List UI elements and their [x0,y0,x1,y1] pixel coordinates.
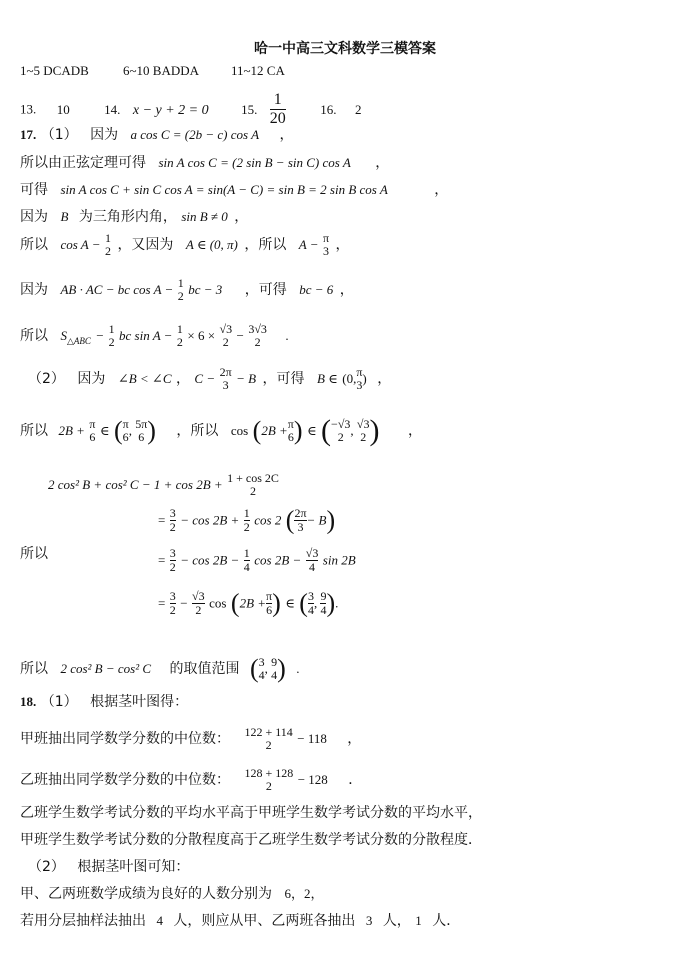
formula: − 128 [297,772,328,787]
punct: . [296,661,300,676]
fraction [244,726,292,752]
denominator: 3 [356,378,363,392]
formula: 6，2， [284,886,324,901]
punct: ， [279,127,294,143]
paren-open: ( [299,588,308,618]
numerator: √3 [305,546,319,560]
paren-open: ( [285,505,295,535]
text: 乙班抽出同学数学分数的中位数： [20,772,230,788]
denominator: 6 [138,430,145,444]
formula: 2B + [58,423,85,438]
text: ，所以 [244,237,287,253]
punct: ， [434,182,449,198]
q17-line-2 [20,154,389,172]
denominator: 2 [108,335,115,349]
formula: ∈ [285,595,295,611]
punct: ， [335,237,350,253]
numerator: 3 [307,589,314,603]
denominator: 2 [169,520,176,534]
comma: , [264,661,272,676]
denominator: 2 [243,520,250,534]
numerator: 9 [320,589,327,603]
formula: − cos 2B + [180,512,240,528]
q18-line-3 [20,767,362,793]
formula: − B [236,371,257,386]
formula: sin A cos C + sin C cos A = sin(A − C) = sin B = 2 sin B cos A [60,182,388,197]
fraction [294,507,306,534]
fraction [89,418,95,444]
text: 的取值范围 [169,661,240,677]
denominator: 6 [89,430,96,444]
formula: = [158,512,166,528]
denominator: 4 [307,603,314,617]
formula: AB · AC − bc cos A − [60,282,174,297]
fraction [135,418,147,444]
fraction [170,507,176,534]
q15-number: 15. [241,101,258,117]
paren-open: ( [113,416,123,445]
q18-line-7 [20,885,323,903]
punct: ， [377,371,392,387]
text: 甲、乙两班数学成绩为良好的人数分别为 [20,886,272,902]
q18-line-5: 甲班学生数学考试分数的分散程度高于乙班学生数学考试分数的分散程度． [20,832,482,848]
denominator: 2 [169,603,176,617]
formula: cos [230,423,249,438]
numerator: −√3 [331,417,351,431]
q17-part-2: （2） [28,371,65,387]
denominator: 4 [243,560,250,574]
paren-open: ( [230,588,240,618]
formula: B ∈ [316,371,338,386]
numerator: 1 [176,322,183,336]
denominator: 4 [320,603,327,617]
paren-open: ( [252,416,262,445]
q17-line-3 [20,181,448,199]
denominator: 2 [195,603,202,617]
punct: ， [375,155,390,171]
derivation-so-label [20,545,48,563]
text: 若用分层抽样法抽出 [20,913,146,929]
formula: 2B + [261,423,288,438]
text: 根据茎叶图可知： [77,859,190,875]
numerator: 1 + cos 2C [227,471,279,485]
text: 所以 [20,546,48,562]
formula: B [60,209,69,224]
text: 人， [382,913,411,929]
formula: 2 cos² B + cos² C − 1 + cos 2B + [48,477,223,492]
comma: , [313,595,321,611]
q17-line-6 [20,277,354,303]
text: ，又因为 [117,237,174,253]
numerator: 3 [169,589,176,603]
paren-close: ) [293,416,303,445]
numerator: π [266,589,273,603]
choice-answers-6-10: 6~10 BADDA [123,63,200,78]
fraction [244,767,293,793]
fill-answers [20,91,361,128]
q17-line-1 [20,126,294,144]
q18-line-8 [20,912,460,930]
formula: cos A − [60,237,101,252]
text: 人． [432,913,461,929]
numerator: 3 [169,546,176,560]
q18-part-1: （1） [40,694,78,710]
paren-close: ) [326,588,336,618]
q17-line-8 [28,366,391,392]
formula: × 6 × [187,328,216,343]
fraction [105,232,111,258]
paren-close: ) [272,588,281,618]
fraction [244,507,250,534]
denominator: 6 [122,430,129,444]
q13-answer: 10 [56,101,70,117]
choice-answers-11-12: 11~12 CA [231,63,285,78]
q16-answer: 2 [354,101,362,117]
numerator: 2π [219,365,232,379]
numerator: 3 [169,506,176,520]
numerator: 122 + 114 [244,725,293,739]
text: 所以 [20,661,48,677]
text: 因为 [90,127,119,143]
formula: ∠B < ∠C [117,371,172,386]
derivation-line-3 [158,547,356,574]
comma: , [128,423,136,438]
formula: − B [306,512,327,528]
text: ，可得 [262,371,305,387]
formula: − [95,328,105,343]
text: 甲班抽出同学数学分数的中位数： [20,731,230,747]
q14-answer: x − y + 2 = 0 [132,102,209,118]
numerator: 3 [258,655,265,669]
q18-line-2 [20,726,361,752]
paren-close: ) [369,414,380,447]
text: ，可得 [244,282,287,298]
denominator: 4 [309,560,316,574]
comma: , [350,423,357,438]
formula: 2 cos² B − cos² C [60,661,152,676]
paren-close: ) [326,505,336,535]
text: 可得 [20,182,48,198]
denominator: 2 [177,289,184,303]
formula: − cos 2B − [180,552,240,568]
numerator: √3 [219,322,233,336]
punct: ， [234,209,249,225]
numerator: 1 [243,506,250,520]
formula: 2B + [239,595,267,611]
q17-line-5 [20,232,350,258]
choice-answers-1-5: 1~5 DCADB [20,63,89,78]
numerator: 1 [243,546,250,560]
formula: bc − 6 [299,282,334,297]
denominator: 3 [297,520,304,534]
q17-part-1: （1） [40,127,78,143]
paren-open: ( [249,654,259,683]
numerator: 128 + 128 [244,766,294,780]
fraction [192,590,205,617]
denominator: 2 [104,244,111,258]
q13-number: 13. [20,101,37,117]
denominator: 3 [222,378,229,392]
formula: bc sin A − [119,328,173,343]
text: 所以 [20,237,48,253]
q18-part-2: （2） [28,859,65,875]
fraction [170,547,176,574]
fraction [331,418,350,444]
punct: ， [407,423,422,439]
numerator: π [356,365,363,379]
formula: cos 2 [254,512,282,528]
denominator: 2 [360,430,367,444]
denominator: 3 [323,244,330,258]
numerator: √3 [192,589,205,603]
q17-conclusion [20,656,300,682]
text: ，所以 [176,423,219,439]
paren-close: ) [147,416,156,445]
q17-label: 17. [20,127,37,142]
q18-label: 18. [20,694,37,709]
paren-open: ( [321,414,332,447]
derivation-line-4 [158,590,338,617]
text: 所以 [20,328,48,344]
denominator: 4 [271,668,278,682]
fraction [219,323,232,349]
denominator: 2 [265,738,272,752]
denominator: 6 [266,603,273,617]
formula: 4 [156,913,163,928]
denominator: 2 [169,560,176,574]
text: 为三角形内角， [78,209,177,225]
formula: bc − 3 [188,282,223,297]
paren-close: ) [277,654,286,683]
fraction [170,590,176,617]
fraction [109,323,115,349]
fraction [248,323,267,349]
q18-line-1 [20,693,188,711]
q15-denominator: 20 [269,110,286,127]
formula: 3 [365,913,373,928]
q14-number: 14. [104,101,121,117]
formula: − [236,328,244,343]
subscript: △ABC [66,335,91,346]
denominator: 2 [176,335,183,349]
formula: A ∈ (0, π) [185,237,238,252]
formula: 1 [415,913,422,928]
formula: S [60,328,67,343]
numerator: π [322,231,330,245]
denominator: 4 [258,668,265,682]
fraction [177,323,183,349]
text: 人，则应从甲、乙两班各抽出 [173,913,356,929]
fraction [306,547,319,574]
numerator: 1 [104,231,111,245]
q15-numerator: 1 [270,91,286,110]
formula: cos 2B − [254,552,302,568]
fraction [178,277,184,303]
formula: = [158,552,166,568]
text: 因为 [20,282,48,298]
formula: sin 2B [322,552,356,568]
fraction [244,547,250,574]
text: 所以 [20,423,48,439]
formula: A − [298,237,319,252]
punct: . [285,328,289,343]
formula: C − [194,371,216,386]
formula: sin B ≠ 0 [181,209,228,224]
q17-line-4 [20,208,248,226]
numerator: 3√3 [248,322,267,336]
interval-close: ) [362,371,367,386]
punct: . [335,595,339,611]
punct: ， [347,731,362,747]
numerator: π [122,417,129,431]
denominator: 2 [222,335,229,349]
q18-line-4: 乙班学生数学考试分数的平均水平高于甲班学生数学考试分数的平均水平， [20,805,482,821]
formula: cos [209,595,227,611]
q15-answer [270,91,286,128]
numerator: 1 [177,276,184,290]
q18-line-6 [28,858,189,876]
denominator: 2 [254,335,261,349]
q17-line-7 [20,323,289,350]
fraction [227,472,279,498]
numerator: 1 [108,322,115,336]
numerator: π [287,417,294,431]
formula: − 118 [297,731,327,746]
formula: ∈ [306,423,317,438]
fraction [357,418,370,444]
punct: ， [175,371,190,387]
denominator: 6 [287,430,294,444]
denominator: 2 [337,430,344,444]
q17-line-9 [20,414,422,447]
numerator: 5π [135,417,148,431]
derivation-line-2 [158,507,335,534]
derivation-line-1 [48,472,279,498]
interval-open: (0, [342,371,357,386]
formula: = [158,595,166,611]
punct: ． [348,772,363,788]
text: 因为 [77,371,106,387]
text: 根据茎叶图得： [90,694,189,710]
page-title: 哈一中高三文科数学三模答案 [254,41,436,57]
text: 因为 [20,209,48,225]
formula: sin A cos C = (2 sin B − sin C) cos A [158,155,351,170]
numerator: π [89,417,96,431]
numerator: 2π [294,506,307,520]
formula: a cos C = (2b − c) cos A [130,127,260,142]
numerator: √3 [356,417,370,431]
fraction [220,366,232,392]
denominator: 2 [250,484,257,498]
formula: − [180,595,188,611]
q16-number: 16. [320,101,337,117]
text: 所以由正弦定理可得 [20,155,146,171]
numerator: 9 [271,655,278,669]
formula: ∈ [99,423,110,438]
punct: ， [339,282,354,298]
fraction [323,232,329,258]
denominator: 2 [265,779,272,793]
